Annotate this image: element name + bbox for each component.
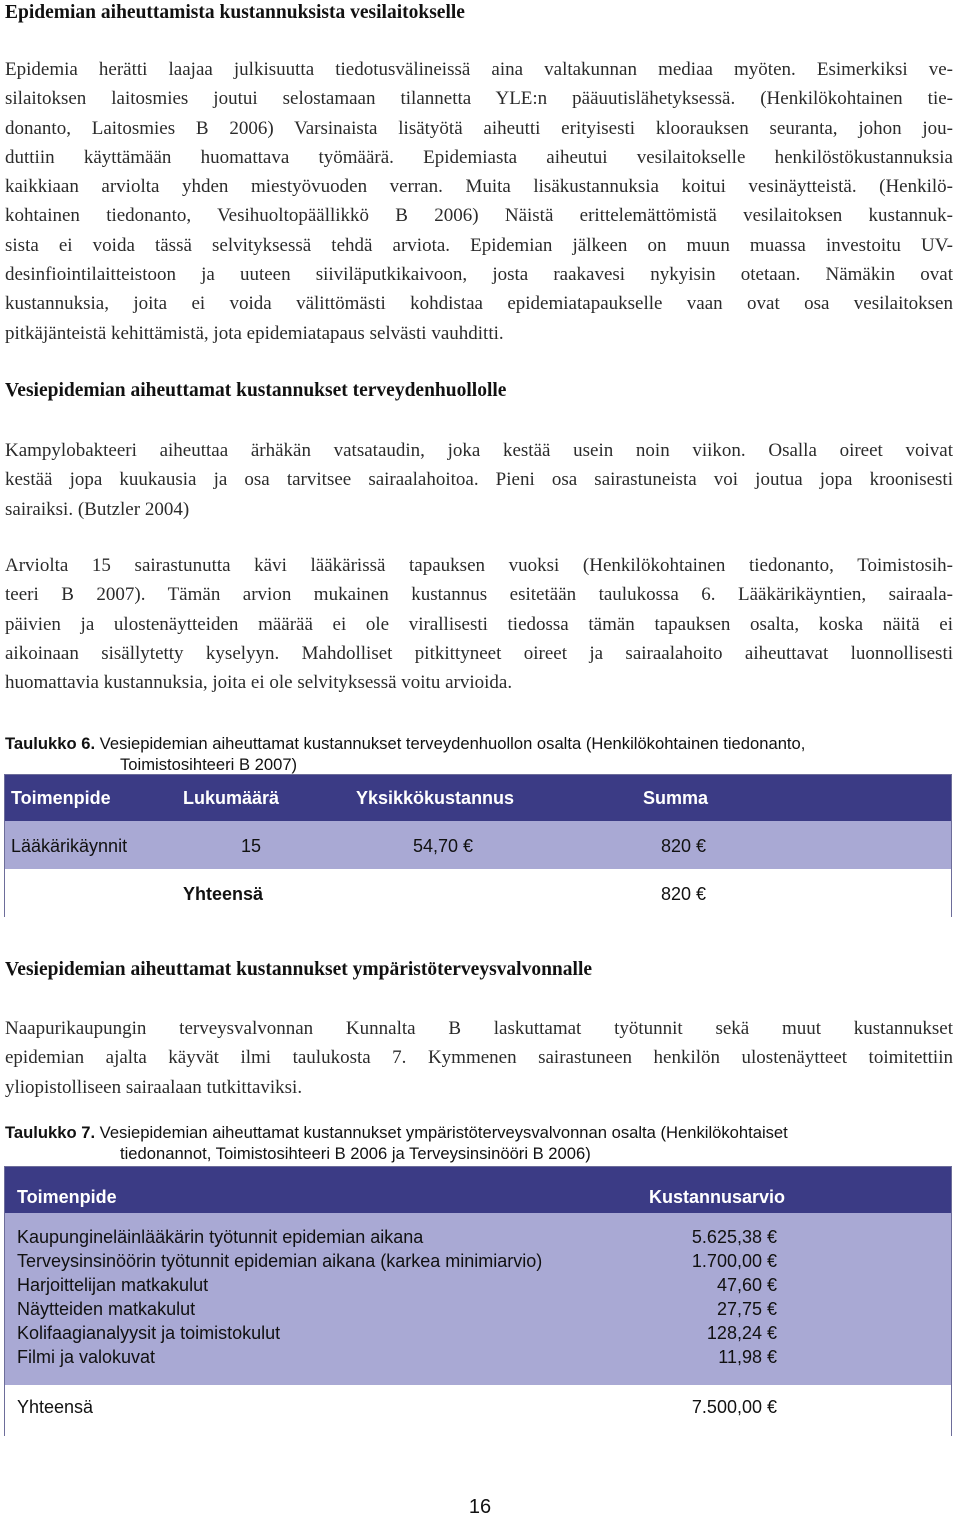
table6-cell-yksikko: 54,70 €	[413, 836, 474, 856]
text-line: päivien ja ulostenäytteiden määrää ei ole virallisesti tiedossa tämän tapauksen osalta, koska näitä ei	[5, 613, 953, 635]
text-line: epidemian ajalta käyvät ilmi taulukosta 7. Kymmenen sairastuneen henkilön ulostenäytteet toimitettiin	[5, 1047, 953, 1069]
table7-cost: 11,98 €	[718, 1347, 777, 1367]
table7-item: Näytteiden matkakulut	[17, 1299, 196, 1319]
table7-total-row	[5, 1385, 951, 1436]
table7-item: Kaupungineläinlääkärin työtunnit epidemian aikana	[17, 1227, 424, 1247]
section-title-water-utility: Epidemian aiheuttamista kustannuksista vesilaitokselle	[5, 2, 465, 23]
table6-caption-label: Taulukko 6.	[5, 734, 96, 753]
section-title-health-care: Vesiepidemian aiheuttamat kustannukset terveydenhuollolle	[5, 380, 507, 401]
table7-row	[5, 1299, 951, 1323]
table7-item: Harjoittelijan matkakulut	[17, 1275, 209, 1295]
table6-row	[5, 821, 951, 869]
table7-row	[5, 1275, 951, 1299]
table7-caption-text: Vesiepidemian aiheuttamat kustannukset ympäristöterveysvalvonnan osalta (Henkilökohtaiset	[95, 1123, 788, 1142]
text-line: kaikkiaan arviolta yhden miestyövuoden verran. Muita lisäkustannuksia koitui vesinäytteistä. (Henkilö-	[5, 176, 953, 198]
text-line: sairaiksi. (Butzler 2004)	[5, 498, 190, 520]
text-line: kohtainen tiedonanto, Vesihuoltopäällikkö B 2006) Näistä erittelemättömistä vesilaitoksen kustannuk-	[5, 205, 953, 227]
table7-cost: 128,24 €	[706, 1323, 777, 1343]
table7-header-row	[5, 1167, 951, 1213]
text-line: yliopistolliseen sairaalaan tutkittaviksi.	[5, 1076, 303, 1098]
text-line: pitkäjänteistä kehittämistä, jota epidemiatapaus selvästi vauhditti.	[5, 322, 504, 344]
table7-total-cost: 7.500,00 €	[691, 1397, 777, 1417]
text-line: Arviolta 15 sairastunutta kävi lääkärissä tapauksen vuoksi (Henkilökohtainen tiedonanto, Toimistosih-	[5, 555, 953, 576]
table7-row	[5, 1251, 951, 1275]
text-line: aikoinaan sisällytetty kyselyyn. Mahdolliset pitkittyneet oireet ja sairaalahoito aiheuttavat luonnollisesti	[5, 642, 953, 664]
text-line: teeri B 2007). Tämän arvion mukainen kustannus esitetään taulukossa 6. Lääkärikäyntien, sairaala-	[5, 584, 953, 606]
table6-cell-toimenpide: Lääkärikäynnit	[11, 836, 128, 856]
table7-caption-line2: tiedonannot, Toimistosihteeri B 2006 ja Terveysinsinööri B 2006)	[120, 1144, 591, 1163]
section-title-environmental-health: Vesiepidemian aiheuttamat kustannukset ympäristöterveysvalvonnalle	[5, 959, 593, 980]
text-line: duttiin käyttämään huomattava työmäärä. Epidemiasta aiheutui vesilaitokselle henkilöstökustannuksia	[5, 146, 953, 168]
text-line: Epidemia herätti laajaa julkisuutta tiedotusvälineissä aina valtakunnan mediaa myöten. Esimerkiksi ve-	[5, 59, 953, 80]
table6-total-summa: 820 €	[661, 884, 707, 904]
table7-item: Filmi ja valokuvat	[17, 1347, 156, 1367]
text-line: Kampylobakteeri aiheuttaa ärhäkän vatsataudin, joka kestää usein noin viikon. Osalla oireet voivat	[5, 440, 953, 461]
table7-row	[5, 1227, 951, 1251]
text-line: kustannuksia, joita ei voida välittömästi kohdistaa epidemiatapaukselle vaan ovat osa vesilaitoksen	[5, 293, 953, 315]
table6-caption-text: Vesiepidemian aiheuttamat kustannukset terveydenhuollon osalta (Henkilökohtainen tiedonanto,	[95, 734, 806, 753]
table6-total-label: Yhteensä	[183, 884, 264, 904]
paragraph-doctor-visits	[5, 551, 953, 697]
table6-header-yksikkokustannus: Yksikkökustannus	[356, 788, 515, 808]
table6-caption	[5, 733, 955, 775]
text-line: sista ei voida tässä selvityksessä tehdä arviota. Epidemian jälkeen on muun muassa investoitu UV-	[5, 234, 953, 256]
text-line: desinfiointilaitteistoon ja uuteen siiviläputkikaivoon, josta raakavesi nykyisin otetaan. Nämäkin ovat	[5, 264, 953, 286]
table7	[4, 1166, 952, 1436]
table7-cost: 47,60 €	[716, 1275, 777, 1295]
paragraph-water-utility	[5, 55, 953, 348]
page-number: 16	[468, 1496, 492, 1518]
table7-item: Terveysinsinöörin työtunnit epidemian aikana (karkea minimiarvio)	[17, 1251, 543, 1271]
text-line: donanto, Laitosmies B 2006) Varsinaista lisätyötä aiheutti erityisesti kloorauksen seuranta, johon jou-	[5, 117, 953, 139]
table7-item: Kolifaagianalyysit ja toimistokulut	[17, 1323, 281, 1343]
paragraph-campylobacter	[5, 436, 953, 524]
text-line: Naapurikaupungin terveysvalvonnan Kunnalta B laskuttamat työtunnit sekä muut kustannukset	[5, 1018, 953, 1039]
table7-caption	[5, 1122, 955, 1164]
table6-header-lukumaara: Lukumäärä	[183, 788, 280, 808]
table7-row	[5, 1347, 951, 1371]
paragraph-environmental-health	[5, 1014, 953, 1102]
table7-row	[5, 1323, 951, 1347]
table7-body	[5, 1213, 951, 1385]
table6	[4, 774, 952, 917]
table6-header-toimenpide: Toimenpide	[11, 788, 111, 808]
table7-header-toimenpide: Toimenpide	[17, 1187, 117, 1207]
table6-header-row	[5, 775, 951, 821]
table7-cost: 1.700,00 €	[691, 1251, 777, 1271]
table7-cost: 27,75 €	[716, 1299, 777, 1319]
table6-caption-line2: Toimistosihteeri B 2007)	[120, 755, 298, 774]
table6-header-summa: Summa	[643, 788, 709, 808]
text-line: kestää jopa kuukausia ja osa tarvitsee sairaalahoitoa. Pieni osa sairastuneista voi joutua jopa kroonisesti	[5, 469, 953, 491]
table7-caption-label: Taulukko 7.	[5, 1123, 96, 1142]
text-line: huomattavia kustannuksia, joita ei ole selvityksessä voitu arvioida.	[5, 672, 513, 694]
table6-cell-lukumaara: 15	[241, 836, 262, 856]
table6-cell-summa: 820 €	[661, 836, 707, 856]
table6-total-row	[5, 869, 951, 917]
table7-cost: 5.625,38 €	[691, 1227, 777, 1247]
text-line: silaitoksen laitosmies joutui selostamaan tilannetta YLE:n pääuutislähetyksessä. (Henkilökohtainen tie-	[5, 88, 953, 110]
table7-total-label: Yhteensä	[17, 1397, 94, 1417]
table7-header-kustannusarvio: Kustannusarvio	[649, 1187, 786, 1207]
